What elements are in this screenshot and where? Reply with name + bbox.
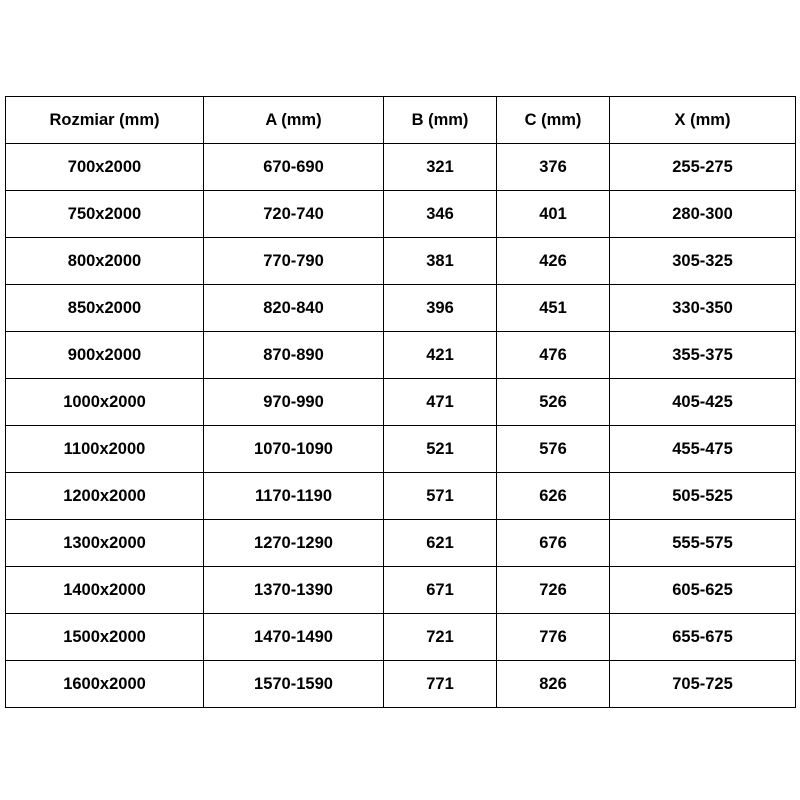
cell-x: 655-675 (610, 614, 796, 661)
table-row (6, 332, 796, 379)
cell-size: 750x2000 (6, 191, 204, 238)
column-header-x: X (mm) (610, 97, 796, 144)
cell-a: 770-790 (204, 238, 384, 285)
cell-size: 850x2000 (6, 285, 204, 332)
cell-x: 355-375 (610, 332, 796, 379)
cell-x: 330-350 (610, 285, 796, 332)
cell-size: 1600x2000 (6, 661, 204, 708)
cell-b: 421 (384, 332, 497, 379)
cell-x: 455-475 (610, 426, 796, 473)
cell-a: 720-740 (204, 191, 384, 238)
column-header-rozmiar: Rozmiar (mm) (6, 97, 204, 144)
cell-x: 705-725 (610, 661, 796, 708)
cell-x: 305-325 (610, 238, 796, 285)
table-row (6, 473, 796, 520)
cell-x: 405-425 (610, 379, 796, 426)
cell-b: 621 (384, 520, 497, 567)
table-row (6, 379, 796, 426)
cell-a: 1570-1590 (204, 661, 384, 708)
cell-a: 1370-1390 (204, 567, 384, 614)
cell-size: 1300x2000 (6, 520, 204, 567)
cell-c: 451 (497, 285, 610, 332)
table-row (6, 238, 796, 285)
cell-c: 526 (497, 379, 610, 426)
table-row (6, 285, 796, 332)
cell-size: 900x2000 (6, 332, 204, 379)
table-row (6, 520, 796, 567)
cell-c: 826 (497, 661, 610, 708)
table-body (6, 144, 796, 708)
cell-size: 1400x2000 (6, 567, 204, 614)
cell-b: 346 (384, 191, 497, 238)
cell-x: 280-300 (610, 191, 796, 238)
cell-c: 401 (497, 191, 610, 238)
cell-x: 555-575 (610, 520, 796, 567)
column-header-c: C (mm) (497, 97, 610, 144)
cell-b: 671 (384, 567, 497, 614)
cell-c: 576 (497, 426, 610, 473)
cell-x: 505-525 (610, 473, 796, 520)
cell-c: 776 (497, 614, 610, 661)
cell-a: 670-690 (204, 144, 384, 191)
cell-a: 870-890 (204, 332, 384, 379)
cell-b: 571 (384, 473, 497, 520)
cell-c: 426 (497, 238, 610, 285)
table-row (6, 567, 796, 614)
table-row (6, 661, 796, 708)
cell-a: 1070-1090 (204, 426, 384, 473)
table-header-row (6, 97, 796, 144)
cell-b: 396 (384, 285, 497, 332)
cell-b: 471 (384, 379, 497, 426)
cell-x: 605-625 (610, 567, 796, 614)
table-header (6, 97, 796, 144)
table-row (6, 614, 796, 661)
cell-b: 381 (384, 238, 497, 285)
cell-b: 521 (384, 426, 497, 473)
cell-a: 1470-1490 (204, 614, 384, 661)
cell-c: 726 (497, 567, 610, 614)
dimensions-table (5, 96, 796, 708)
cell-c: 676 (497, 520, 610, 567)
cell-a: 970-990 (204, 379, 384, 426)
column-header-b: B (mm) (384, 97, 497, 144)
cell-a: 1170-1190 (204, 473, 384, 520)
cell-c: 626 (497, 473, 610, 520)
cell-b: 771 (384, 661, 497, 708)
cell-size: 700x2000 (6, 144, 204, 191)
table-row (6, 191, 796, 238)
table-row (6, 144, 796, 191)
cell-x: 255-275 (610, 144, 796, 191)
table-row (6, 426, 796, 473)
cell-b: 321 (384, 144, 497, 191)
cell-c: 476 (497, 332, 610, 379)
column-header-a: A (mm) (204, 97, 384, 144)
cell-b: 721 (384, 614, 497, 661)
cell-size: 1000x2000 (6, 379, 204, 426)
cell-a: 820-840 (204, 285, 384, 332)
cell-c: 376 (497, 144, 610, 191)
cell-a: 1270-1290 (204, 520, 384, 567)
cell-size: 1200x2000 (6, 473, 204, 520)
cell-size: 1100x2000 (6, 426, 204, 473)
cell-size: 800x2000 (6, 238, 204, 285)
cell-size: 1500x2000 (6, 614, 204, 661)
